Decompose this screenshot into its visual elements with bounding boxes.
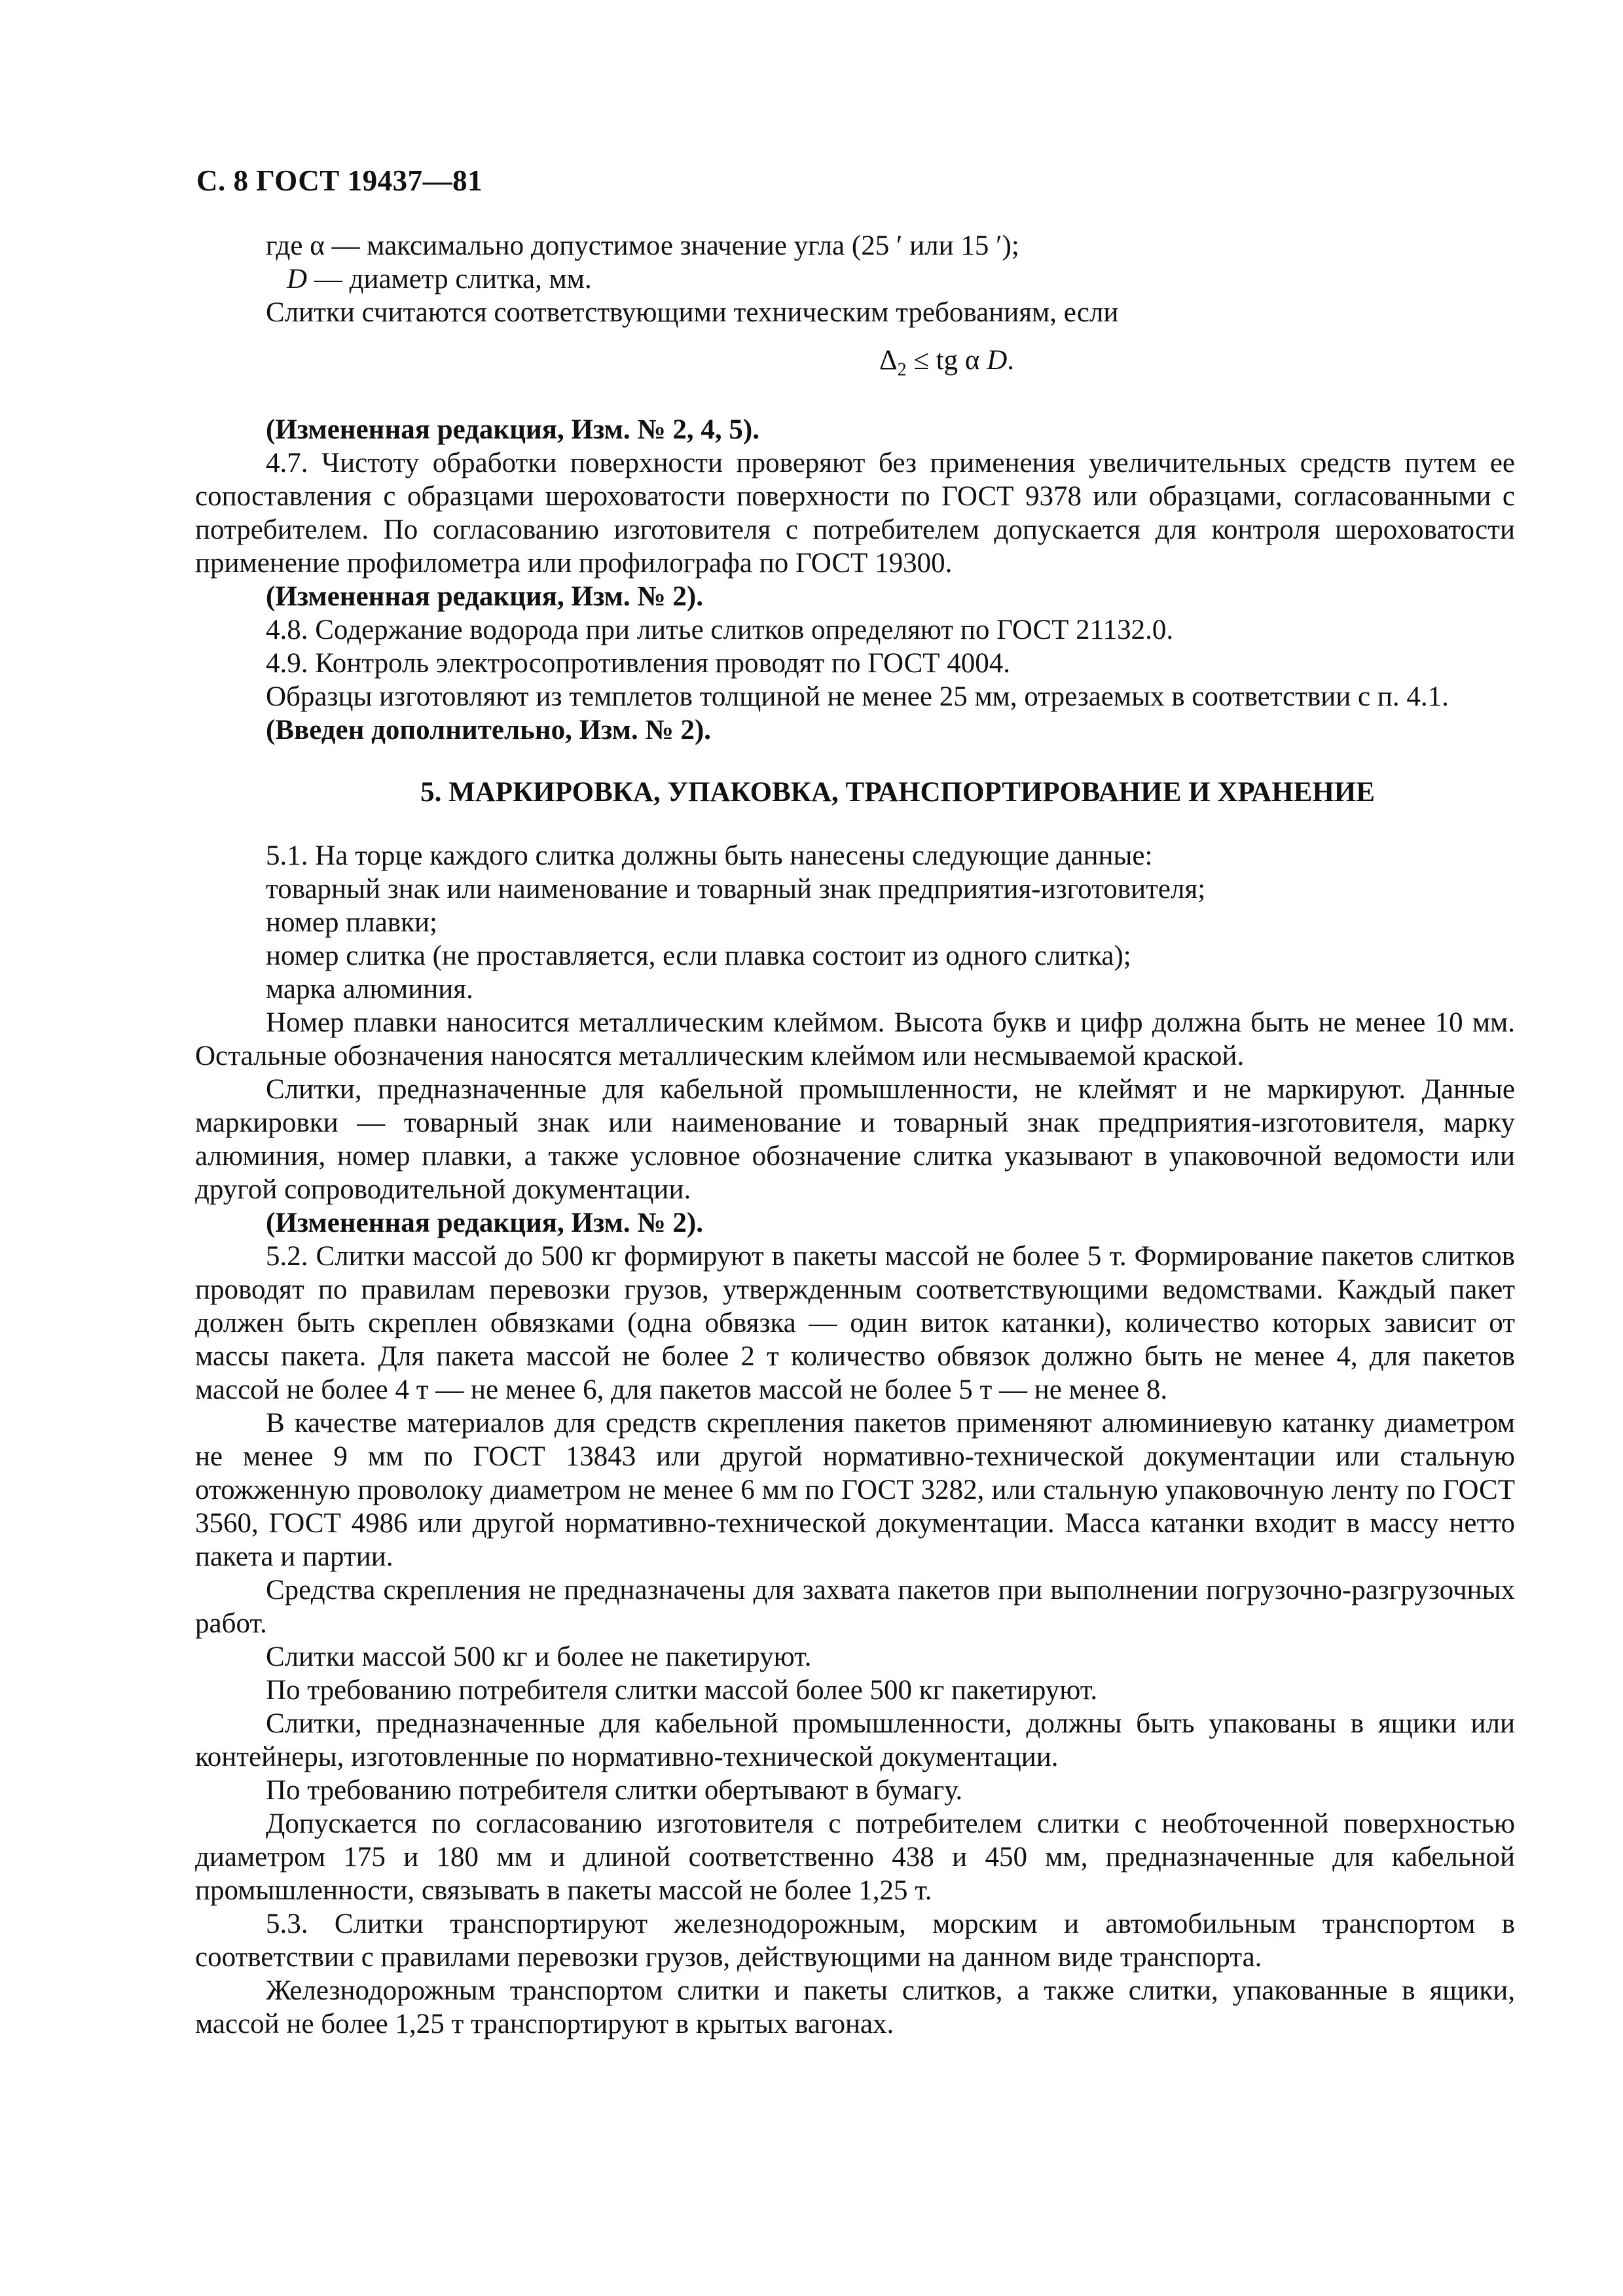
clause-5-2-cable-pack: Слитки, предназначенные для кабельной промышленности, должны быть упакованы в ящики или контейнеры, изготовленные по нормативно-технической документации. xyxy=(195,1708,1515,1772)
clause-4-9: 4.9. Контроль электросопротивления проводят по ГОСТ 4004. xyxy=(266,647,1011,679)
clause-5-3-rail: Железнодорожным транспортом слитки и пакеты слитков, а также слитки, упакованные в ящики, массой не более 1,25 т транспортируют в крытых вагонах. xyxy=(195,1975,1515,2039)
formula-end: . xyxy=(1007,345,1015,376)
section-5-title: 5. МАРКИРОВКА, УПАКОВКА, ТРАНСПОРТИРОВАНИЕ И ХРАНЕНИЕ xyxy=(420,776,1375,808)
amendment-note: (Введен дополнительно, Изм. № 2). xyxy=(266,714,712,745)
clause-5-2-on-request: По требованию потребителя слитки массой более 500 кг пакетируют. xyxy=(266,1674,1098,1706)
amendment-note: (Измененная редакция, Изм. № 2). xyxy=(266,1207,703,1238)
marking-list-item: марка алюминия. xyxy=(266,973,473,1005)
clause-5-2-no-pack: Слитки массой 500 кг и более не пакетируют. xyxy=(266,1641,812,1672)
d-definition-text: — диаметр слитка, мм. xyxy=(307,264,592,295)
page-body xyxy=(195,229,1515,2041)
clause-4-8: 4.8. Содержание водорода при литье слитков определяют по ГОСТ 21132.0. xyxy=(266,614,1174,645)
clause-5-2: 5.2. Слитки массой до 500 кг формируют в пакеты массой не более 5 т. Формирование пакетов слитков проводят по правилам перевозки грузов, утвержденным соответствующими ведомствами. Каждый пакет должен быть скреплен обвязками (одна обвязка — один виток катанки), количество которых зависит от массы пакета. Для пакета массой не более 2 т количество обвязок должно быть не менее 4, для пакетов массой не более 4 т — не менее 6, для пакетов массой не более 5 т — не менее 8. xyxy=(195,1240,1515,1405)
clause-5-2-unturned: Допускается по согласованию изготовителя с потребителем слитки с необточенной поверхностью диаметром 175 и 180 мм и длиной соответственно 438 и 450 мм, предназначенные для кабельной промышленности, связывать в пакеты массой не более 1,25 т. xyxy=(195,1808,1515,1906)
clause-5-2-fastening: Средства скрепления не предназначены для захвата пакетов при выполнении погрузочно-разгрузочных работ. xyxy=(195,1574,1515,1639)
clause-5-1: 5.1. На торце каждого слитка должны быть нанесены следующие данные: xyxy=(266,840,1153,871)
formula-delta-subscript: 2 xyxy=(897,359,907,380)
marking-list-item: товарный знак или наименование и товарный знак предприятия-изготовителя; xyxy=(266,873,1206,905)
formula-delta: Δ xyxy=(879,345,898,376)
clause-5-2-materials: В качестве материалов для средств скрепления пакетов применяют алюминиевую катанку диаметром не менее 9 мм по ГОСТ 13843 или другой нормативно-технической документации или стальную отожженную проволоку диаметром не менее 6 мм по ГОСТ 3282, или стальную упаковочную ленту по ГОСТ 3560, ГОСТ 4986 или другой нормативно-технической документации. Масса катанки входит в массу нетто пакета и партии. xyxy=(195,1407,1515,1572)
clause-5-2-paper: По требованию потребителя слитки обертывают в бумагу. xyxy=(266,1774,963,1806)
formula-d-symbol: D xyxy=(987,345,1008,376)
clause-4-7: 4.7. Чистоту обработки поверхности проверяют без применения увеличительных средств путем ее сопоставления с образцами шероховатости поверхности по ГОСТ 9378 или образцами, согласованными с потребителем. По согласованию изготовителя с потребителем допускается для контроля шероховатости применение профилометра или профилографа по ГОСТ 19300. xyxy=(195,447,1515,579)
clause-5-1-cable: Слитки, предназначенные для кабельной промышленности, не клеймят и не маркируют. Данные маркировки — товарный знак или наименование и товарный знак предприятия-изготовителя, марку алюминия, номер плавки, а также условное обозначение слитка указывают в упаковочной ведомости или другой сопроводительной документации. xyxy=(195,1073,1515,1205)
marking-list-item: номер слитка (не проставляется, если плавка состоит из одного слитка); xyxy=(266,940,1131,971)
d-symbol: D xyxy=(287,264,308,295)
formula-relation: ≤ tg α xyxy=(906,345,987,376)
d-definition xyxy=(195,262,1515,296)
marking-list-item: номер плавки; xyxy=(266,906,437,938)
running-header: С. 8 ГОСТ 19437—81 xyxy=(196,164,483,197)
clause-5-3: 5.3. Слитки транспортируют железнодорожным, морским и автомобильным транспортом в соответствии с правилами перевозки грузов, действующими на данном виде транспорта. xyxy=(195,1908,1515,1973)
formula xyxy=(195,344,1515,387)
amendment-note: (Измененная редакция, Изм. № 2, 4, 5). xyxy=(266,414,759,445)
alpha-definition: где α — максимально допустимое значение угла (25 ′ или 15 ′); xyxy=(266,230,1019,261)
clause-5-1-stamp: Номер плавки наносится металлическим клеймом. Высота букв и цифр должна быть не менее 10 мм. Остальные обозначения наносятся металлическим клеймом или несмываемой краской. xyxy=(195,1007,1515,1071)
condition-paragraph: Слитки считаются соответствующими техническим требованиям, если xyxy=(266,297,1119,328)
amendment-note: (Измененная редакция, Изм. № 2). xyxy=(266,581,703,612)
clause-4-9-samples: Образцы изготовляют из темплетов толщиной не менее 25 мм, отрезаемых в соответствии с п. 4.1. xyxy=(266,681,1449,712)
